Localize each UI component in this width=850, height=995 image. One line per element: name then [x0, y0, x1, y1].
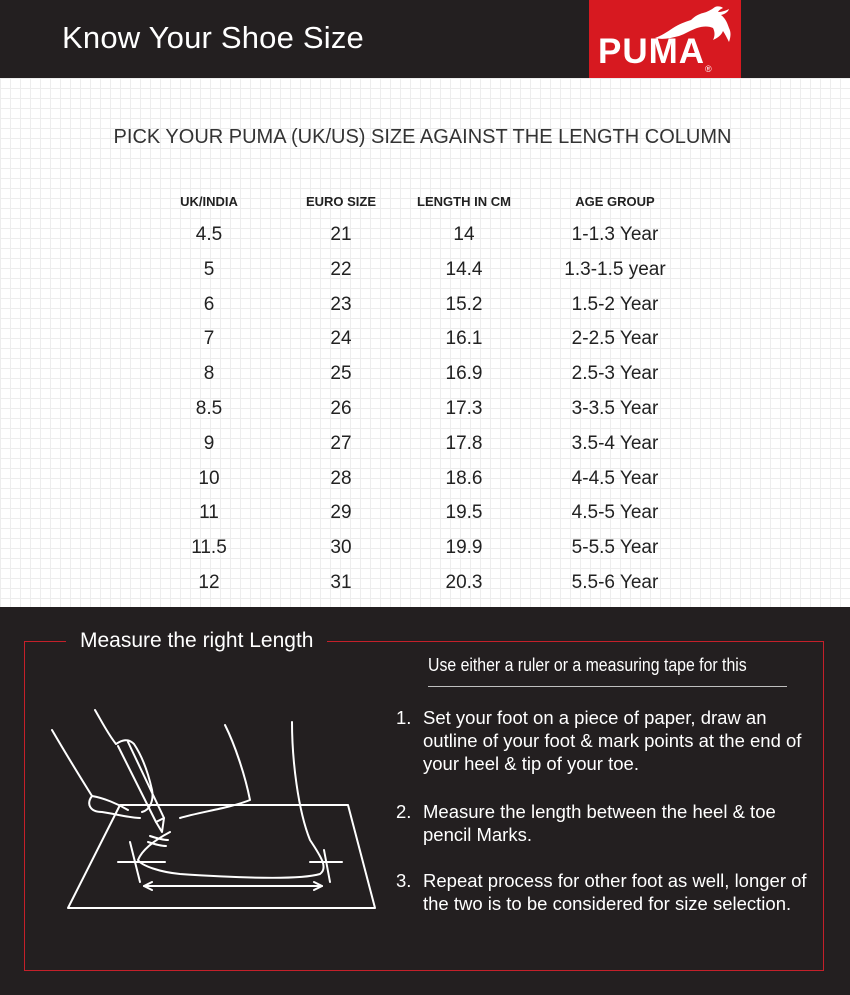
table-row [0, 468, 850, 502]
cell-euro-size: 22 [330, 258, 352, 280]
cell-age-group: 3.5-4 Year [571, 432, 659, 454]
table-row [0, 224, 850, 258]
cell-age-group: 1-1.3 Year [571, 224, 659, 245]
cell-age-group: 2.5-3 Year [571, 363, 659, 385]
page-title: Know Your Shoe Size [62, 20, 364, 55]
cell-euro-size: 31 [330, 572, 352, 593]
cell-length-cm: 17.3 [445, 398, 483, 419]
instruction-underline [428, 686, 787, 687]
cell-length-cm: 14.4 [445, 258, 483, 280]
header-bar [0, 0, 850, 78]
cell-age-group: 1.5-2 Year [571, 293, 659, 315]
step-text: Repeat process for other foot as well, longer of the two is to be considered for size selection. [423, 870, 807, 914]
cell-euro-size: 24 [330, 328, 352, 350]
registered-mark: ® [705, 64, 712, 74]
cell-uk-india: 6 [203, 293, 215, 315]
measure-title: Measure the right Length [66, 629, 327, 653]
cell-length-cm: 14 [453, 224, 475, 245]
table-row [0, 259, 850, 293]
cell-uk-india: 11 [199, 502, 219, 524]
step-number: 2. [396, 801, 412, 822]
table-row [0, 433, 850, 467]
cell-length-cm: 18.6 [445, 467, 483, 489]
cell-age-group: 5-5.5 Year [571, 537, 659, 559]
cell-euro-size: 27 [330, 432, 352, 454]
cell-uk-india: 8 [203, 363, 215, 385]
step-text: Measure the length between the heel & toe pencil Marks. [423, 801, 776, 845]
cell-uk-india: 11.5 [191, 537, 227, 559]
step-text: Set your foot on a piece of paper, draw an outline of your foot & mark points at the end of your heel & tip of your toe. [423, 707, 802, 774]
foot-measuring-illustration [30, 700, 380, 915]
cell-uk-india: 10 [198, 467, 220, 489]
size-chart-subtitle: PICK YOUR PUMA (UK/US) SIZE AGAINST THE LENGTH COLUMN [113, 126, 732, 148]
cell-length-cm: 20.3 [445, 572, 483, 593]
cell-euro-size: 21 [330, 224, 352, 245]
step-number: 1. [396, 707, 412, 728]
cell-length-cm: 19.5 [445, 502, 483, 524]
table-row [0, 398, 850, 432]
cell-age-group: 5.5-6 Year [571, 572, 659, 593]
table-row [0, 294, 850, 328]
column-header-age-group: AGE GROUP [575, 194, 655, 209]
cell-age-group: 3-3.5 Year [571, 398, 659, 419]
cell-euro-size: 30 [330, 537, 352, 559]
cell-euro-size: 23 [330, 293, 352, 315]
table-row [0, 328, 850, 362]
table-row [0, 502, 850, 536]
cell-age-group: 4-4.5 Year [571, 467, 659, 489]
cell-age-group: 4.5-5 Year [571, 502, 659, 524]
puma-logo [589, 0, 741, 78]
cell-age-group: 1.3-1.5 year [564, 258, 666, 280]
column-header-euro-size: EURO SIZE [305, 194, 377, 209]
cell-euro-size: 28 [330, 467, 352, 489]
column-header-uk-india: UK/INDIA [180, 194, 238, 209]
table-row [0, 363, 850, 397]
cell-length-cm: 15.2 [445, 293, 483, 315]
table-row [0, 572, 850, 606]
step-number: 3. [396, 870, 412, 891]
cell-euro-size: 26 [330, 398, 352, 419]
cell-uk-india: 5 [203, 258, 215, 280]
cell-length-cm: 19.9 [445, 537, 483, 559]
instruction-heading: Use either a ruler or a measuring tape for this [428, 655, 747, 675]
cell-euro-size: 25 [330, 363, 352, 385]
column-header-length-cm: LENGTH IN CM [417, 194, 511, 209]
cell-length-cm: 17.8 [445, 432, 483, 454]
brand-wordmark: PUMA [598, 32, 706, 71]
cell-length-cm: 16.9 [445, 363, 483, 385]
cell-uk-india: 8.5 [195, 398, 223, 419]
cell-uk-india: 9 [203, 432, 215, 454]
cell-length-cm: 16.1 [445, 328, 483, 350]
table-row [0, 537, 850, 571]
cell-uk-india: 12 [198, 572, 220, 593]
cell-uk-india: 4.5 [195, 224, 223, 245]
cell-uk-india: 7 [203, 328, 215, 350]
cell-euro-size: 29 [330, 502, 352, 524]
cell-age-group: 2-2.5 Year [571, 328, 659, 350]
